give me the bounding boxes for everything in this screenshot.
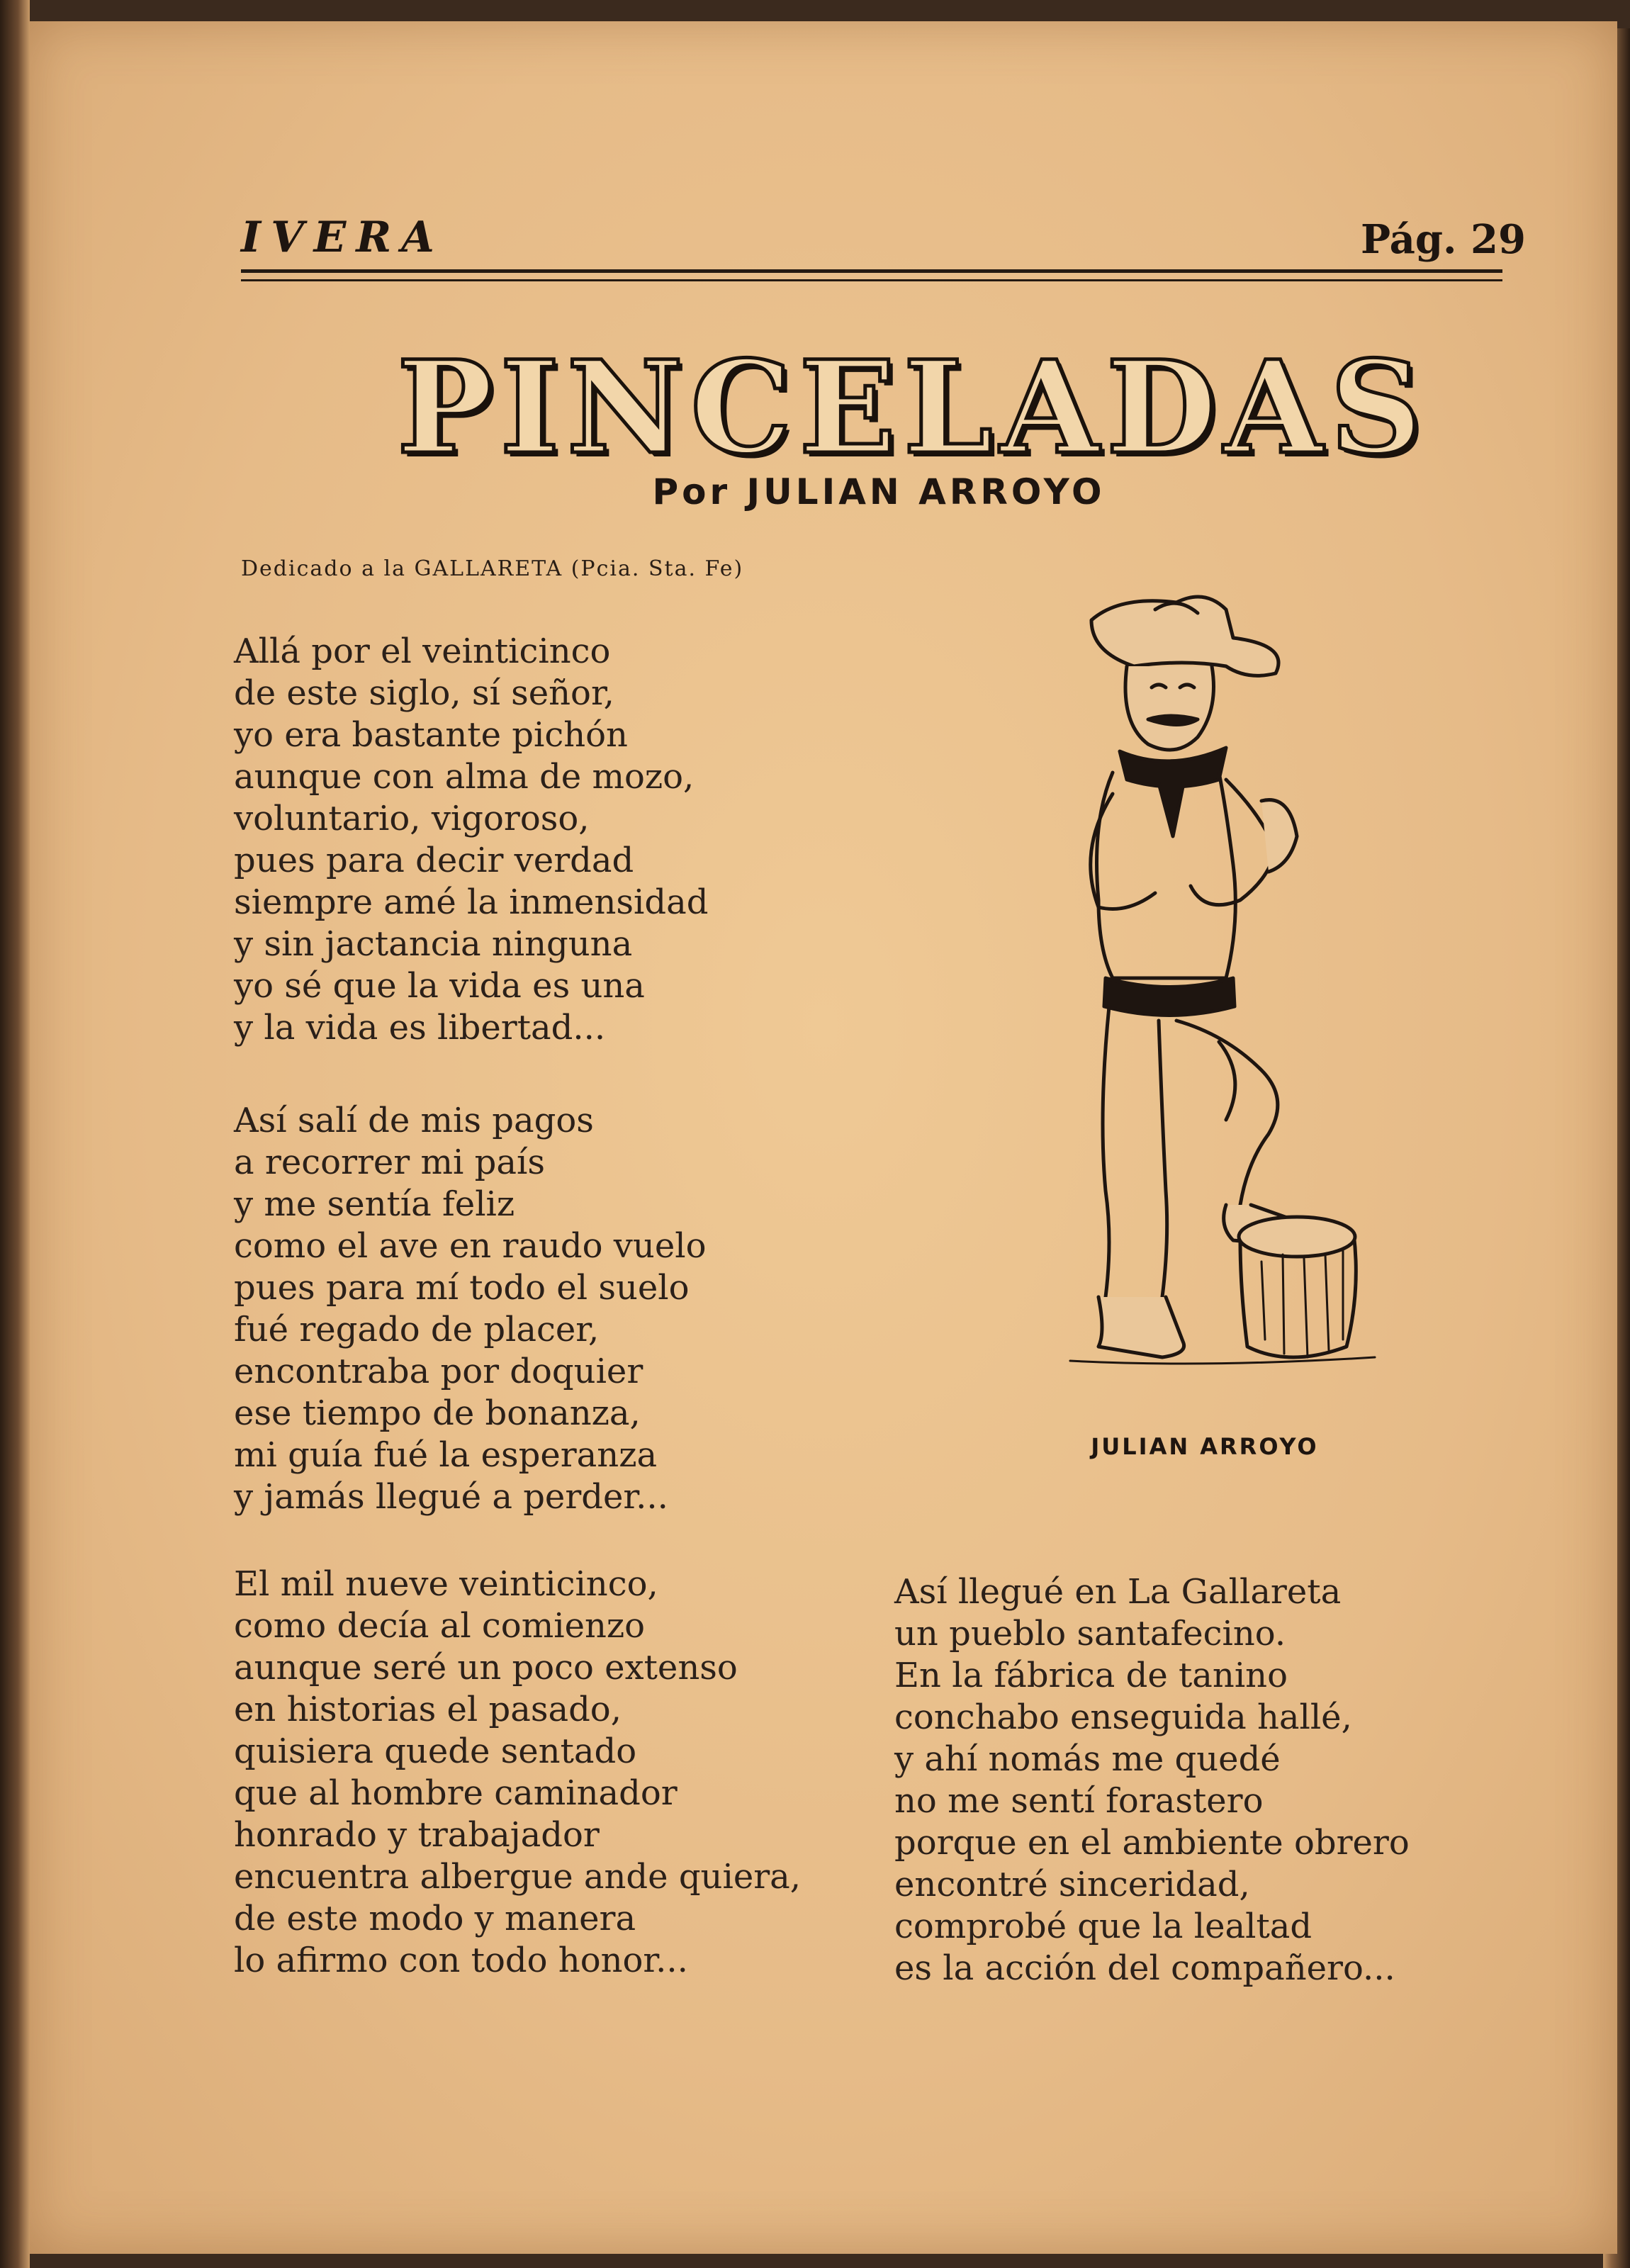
verse-line: y sin jactancia ninguna	[234, 924, 633, 964]
verse-line: como decía al comienzo	[234, 1606, 646, 1646]
dedication: Dedicado a la GALLARETA (Pcia. Sta. Fe)	[241, 556, 744, 581]
verse-line: pues para decir verdad	[234, 841, 634, 880]
verse-line: fué regado de placer,	[234, 1310, 600, 1349]
verse-line: en historias el pasado,	[234, 1690, 622, 1729]
verse-line: a recorrer mi país	[234, 1143, 545, 1182]
verse-line: no me sentí forastero	[894, 1781, 1264, 1821]
verse-line: quisiera quede sentado	[234, 1731, 637, 1771]
verse-line: mi guía fué la esperanza	[234, 1435, 658, 1475]
verse-line: voluntario, vigoroso,	[234, 799, 590, 838]
stanza-4	[894, 1571, 1410, 1989]
verse-line: y ahí nomás me quedé	[894, 1739, 1281, 1779]
page-number: Pág. 29	[1361, 216, 1526, 263]
verse-line: de este siglo, sí señor,	[234, 673, 614, 713]
verse-line: como el ave en raudo vuelo	[234, 1226, 707, 1266]
verse-line: ese tiempo de bonanza,	[234, 1393, 641, 1433]
binding-edge	[0, 0, 30, 2268]
verse-line: aunque seré un poco extenso	[234, 1648, 738, 1688]
verse-line: porque en el ambiente obrero	[894, 1823, 1410, 1863]
verse-line: es la acción del compañero...	[894, 1948, 1395, 1988]
verse-line: encuentra albergue ande quiera,	[234, 1857, 802, 1897]
verse-line: conchabo enseguida hallé,	[894, 1697, 1352, 1737]
verse-line: Así salí de mis pagos	[234, 1101, 594, 1140]
header-rule	[241, 269, 1502, 273]
stanza-2	[234, 1100, 707, 1518]
verse-line: yo era bastante pichón	[234, 715, 628, 755]
verse-line: que al hombre caminador	[234, 1773, 678, 1813]
gaucho-portrait-illustration	[992, 581, 1417, 1432]
verse-line: aunque con alma de mozo,	[234, 757, 695, 797]
verse-line: El mil nueve veinticinco,	[234, 1564, 658, 1604]
verse-line: yo sé que la vida es una	[234, 966, 645, 1006]
verse-line: siempre amé la inmensidad	[234, 882, 709, 922]
illustration-caption: JULIAN ARROYO	[1091, 1433, 1319, 1460]
verse-line: y jamás llegué a perder...	[234, 1477, 668, 1517]
verse-line: honrado y trabajador	[234, 1815, 600, 1855]
verse-line: un pueblo santafecino.	[894, 1614, 1286, 1654]
stanza-3	[234, 1564, 801, 1982]
verse-line: En la fábrica de tanino	[894, 1656, 1288, 1695]
verse-line: Así llegué en La Gallareta	[894, 1572, 1342, 1612]
verse-line: y me sentía feliz	[234, 1184, 515, 1224]
article-title: PINCELADAS	[397, 333, 1429, 483]
verse-line: de este modo y manera	[234, 1899, 636, 1938]
verse-line: encontraba por doquier	[234, 1352, 643, 1391]
verse-line: lo afirmo con todo honor...	[234, 1941, 688, 1980]
verse-line: pues para mí todo el suelo	[234, 1268, 690, 1308]
verse-line: y la vida es libertad...	[234, 1008, 606, 1048]
verse-line: Allá por el veinticinco	[234, 631, 611, 671]
magazine-name: IVERA	[241, 213, 444, 262]
article-byline: Por JULIAN ARROYO	[652, 471, 1106, 512]
verse-line: comprobé que la lealtad	[894, 1907, 1313, 1946]
verse-line: encontré sinceridad,	[894, 1865, 1250, 1904]
header-rule-thin	[241, 279, 1502, 281]
stanza-1	[234, 631, 708, 1049]
